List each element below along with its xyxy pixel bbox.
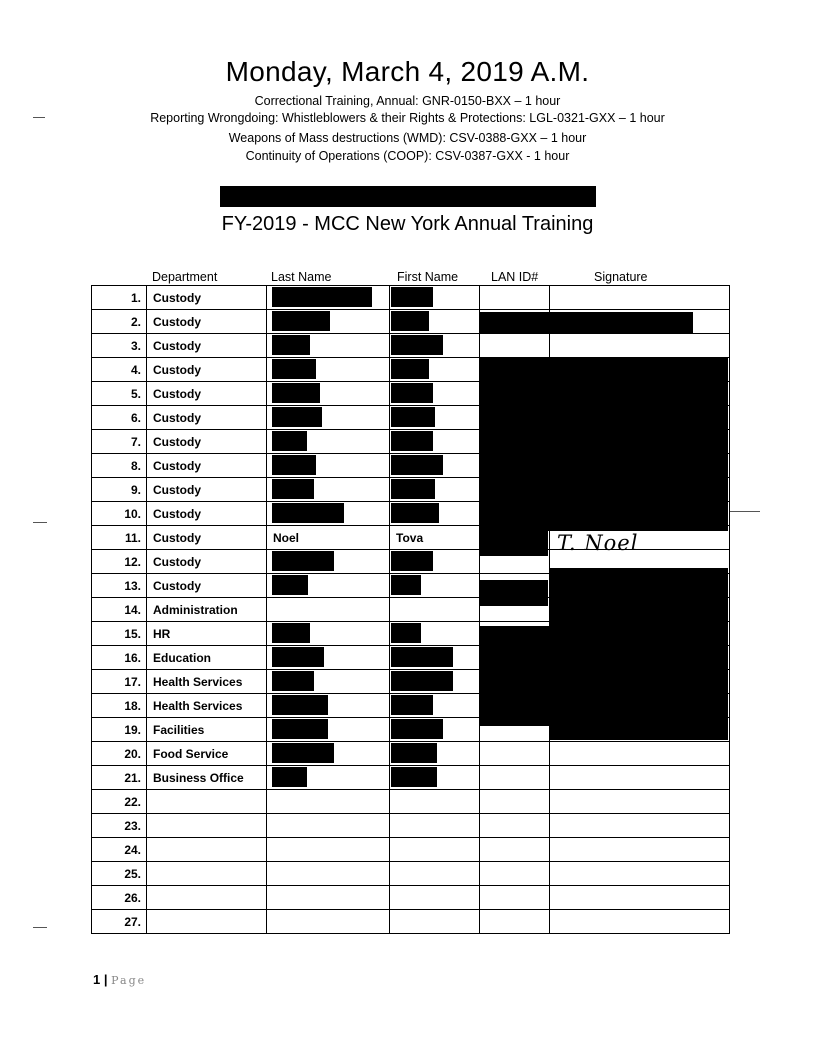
redaction-block (272, 287, 372, 307)
first-name-cell (390, 814, 480, 838)
first-name-cell (390, 334, 480, 358)
last-name-cell (267, 286, 390, 310)
col-header-last-name: Last Name (271, 270, 332, 284)
row-number: 19. (92, 718, 147, 742)
footer-separator: | (103, 972, 108, 987)
course-line-4: Continuity of Operations (COOP): CSV-0387-GXX - 1 hour (245, 149, 570, 163)
col-header-signature: Signature (594, 270, 648, 284)
redaction-block (272, 575, 308, 595)
signature-cell (550, 814, 730, 838)
redaction-block (391, 335, 443, 355)
department-cell: Custody (147, 310, 267, 334)
first-name-cell (390, 862, 480, 886)
last-name-cell (267, 862, 390, 886)
table-row (92, 838, 730, 862)
last-name-cell (267, 430, 390, 454)
redaction-block (272, 647, 324, 667)
redaction-block (479, 531, 548, 556)
last-name-cell (267, 790, 390, 814)
table-row (92, 286, 730, 310)
department-cell: Custody (147, 382, 267, 406)
first-name-cell (390, 454, 480, 478)
last-name-cell (267, 718, 390, 742)
first-name-cell (390, 574, 480, 598)
first-name-cell (390, 670, 480, 694)
row-number: 25. (92, 862, 147, 886)
last-name-cell (267, 886, 390, 910)
department-cell: Custody (147, 430, 267, 454)
department-cell: Food Service (147, 742, 267, 766)
redaction-block (272, 695, 328, 715)
lan-id-cell (480, 886, 550, 910)
row-number: 20. (92, 742, 147, 766)
redaction-block (391, 359, 429, 379)
department-cell: Custody (147, 334, 267, 358)
table-row (92, 742, 730, 766)
last-name-cell (267, 646, 390, 670)
row-number: 12. (92, 550, 147, 574)
lan-id-cell (480, 334, 550, 358)
redaction-block (391, 575, 421, 595)
last-name-cell (267, 694, 390, 718)
redaction-block (272, 551, 334, 571)
redaction-block (272, 383, 320, 403)
redaction-block (479, 626, 549, 726)
last-name-cell (267, 622, 390, 646)
last-name-cell (267, 358, 390, 382)
row-number: 6. (92, 406, 147, 430)
signature-cell (550, 766, 730, 790)
scan-mark (730, 511, 760, 512)
redaction-block (272, 671, 314, 691)
last-name-cell (267, 742, 390, 766)
redaction-block (272, 407, 322, 427)
last-name-cell (267, 334, 390, 358)
row-number: 8. (92, 454, 147, 478)
row-number: 22. (92, 790, 147, 814)
lan-id-cell (480, 286, 550, 310)
redaction-block (479, 358, 728, 531)
department-cell: Business Office (147, 766, 267, 790)
redaction-bar (220, 186, 596, 207)
scan-mark (33, 522, 47, 523)
lan-id-cell (480, 766, 550, 790)
department-cell: Custody (147, 286, 267, 310)
row-number: 15. (92, 622, 147, 646)
department-cell (147, 790, 267, 814)
redaction-block (272, 359, 316, 379)
row-number: 18. (92, 694, 147, 718)
course-line-1: Correctional Training, Annual: GNR-0150-BXX – 1 hour (254, 94, 561, 108)
last-name-cell (267, 502, 390, 526)
row-number: 16. (92, 646, 147, 670)
row-number: 11. (92, 526, 147, 550)
first-name-cell (390, 622, 480, 646)
signature-cell (550, 838, 730, 862)
last-name-cell (267, 478, 390, 502)
last-name-cell: Noel (267, 526, 390, 550)
redaction-block (391, 455, 443, 475)
redaction-block (391, 311, 429, 331)
course-line-3: Weapons of Mass destructions (WMD): CSV-0388-GXX – 1 hour (228, 131, 587, 145)
redaction-block (272, 455, 316, 475)
first-name-cell (390, 286, 480, 310)
lan-id-cell (480, 742, 550, 766)
department-cell: Education (147, 646, 267, 670)
row-number: 1. (92, 286, 147, 310)
col-header-first-name: First Name (397, 270, 459, 284)
department-cell: Facilities (147, 718, 267, 742)
first-name-cell (390, 382, 480, 406)
first-name-cell: Tova (390, 526, 480, 550)
last-name-cell (267, 814, 390, 838)
col-header-department: Department (152, 270, 218, 284)
redaction-block (391, 431, 433, 451)
signature-cell (550, 910, 730, 934)
redaction-block (391, 287, 433, 307)
first-name-cell (390, 502, 480, 526)
department-cell: Custody (147, 526, 267, 550)
last-name-cell (267, 382, 390, 406)
row-number: 13. (92, 574, 147, 598)
first-name-cell (390, 886, 480, 910)
row-number: 26. (92, 886, 147, 910)
first-name-cell (390, 790, 480, 814)
last-name-cell (267, 406, 390, 430)
first-name-cell (390, 694, 480, 718)
department-cell (147, 838, 267, 862)
row-number: 27. (92, 910, 147, 934)
first-name-cell (390, 358, 480, 382)
first-name-cell (390, 550, 480, 574)
redaction-block (391, 623, 421, 643)
redaction-block (549, 568, 728, 740)
redaction-block (272, 311, 330, 331)
signature-cell (550, 862, 730, 886)
redaction-block (272, 623, 310, 643)
department-cell (147, 910, 267, 934)
first-name-cell (390, 310, 480, 334)
first-name-cell (390, 430, 480, 454)
table-row (92, 886, 730, 910)
lan-id-cell (480, 790, 550, 814)
last-name-cell (267, 574, 390, 598)
redaction-block (391, 767, 437, 787)
lan-id-cell (480, 862, 550, 886)
redaction-block (391, 503, 439, 523)
last-name-cell (267, 766, 390, 790)
lan-id-cell (480, 910, 550, 934)
first-name-cell (390, 718, 480, 742)
last-name-cell (267, 670, 390, 694)
lan-id-cell (480, 814, 550, 838)
row-number: 24. (92, 838, 147, 862)
row-number: 21. (92, 766, 147, 790)
redaction-block (391, 479, 435, 499)
first-name-cell (390, 406, 480, 430)
signature-cell (550, 742, 730, 766)
department-cell: Custody (147, 550, 267, 574)
department-cell: Custody (147, 502, 267, 526)
table-row (92, 790, 730, 814)
department-cell: Custody (147, 406, 267, 430)
handwritten-signature: T. Noel (557, 531, 639, 555)
last-name-cell (267, 598, 390, 622)
row-number: 14. (92, 598, 147, 622)
department-cell: HR (147, 622, 267, 646)
department-cell: Administration (147, 598, 267, 622)
scan-mark (33, 117, 45, 118)
first-name-cell (390, 646, 480, 670)
signature-cell (550, 886, 730, 910)
department-cell (147, 814, 267, 838)
row-number: 10. (92, 502, 147, 526)
row-number: 4. (92, 358, 147, 382)
last-name-cell (267, 838, 390, 862)
redaction-block (272, 503, 344, 523)
page-number: 1 (93, 972, 101, 987)
department-cell: Health Services (147, 694, 267, 718)
last-name-cell (267, 550, 390, 574)
redaction-block (479, 312, 693, 334)
redaction-block (391, 743, 437, 763)
first-name-cell (390, 910, 480, 934)
table-row (92, 862, 730, 886)
page-title: Monday, March 4, 2019 A.M. (225, 56, 590, 87)
signature-cell (550, 790, 730, 814)
department-cell (147, 886, 267, 910)
redaction-block (272, 431, 307, 451)
row-number: 9. (92, 478, 147, 502)
department-cell: Custody (147, 454, 267, 478)
first-name-cell (390, 478, 480, 502)
row-number: 3. (92, 334, 147, 358)
department-cell: Custody (147, 358, 267, 382)
department-cell: Custody (147, 574, 267, 598)
last-name-cell (267, 454, 390, 478)
row-number: 2. (92, 310, 147, 334)
table-row (92, 766, 730, 790)
page-footer (93, 972, 146, 987)
table-row (92, 814, 730, 838)
row-number: 23. (92, 814, 147, 838)
last-name-cell (267, 910, 390, 934)
redaction-block (272, 767, 307, 787)
department-cell: Custody (147, 478, 267, 502)
redaction-block (479, 580, 548, 606)
signature-cell (550, 334, 730, 358)
redaction-block (391, 671, 453, 691)
redaction-block (391, 551, 433, 571)
redaction-block (272, 743, 334, 763)
department-cell (147, 862, 267, 886)
first-name-cell (390, 766, 480, 790)
first-name-cell (390, 742, 480, 766)
page-label: Page (111, 974, 147, 987)
department-cell: Health Services (147, 670, 267, 694)
first-name-cell (390, 838, 480, 862)
redaction-block (391, 719, 443, 739)
first-name-cell (390, 598, 480, 622)
signature-cell (550, 286, 730, 310)
redaction-block (391, 647, 453, 667)
redaction-block (272, 719, 328, 739)
table-row (92, 910, 730, 934)
redaction-block (391, 407, 435, 427)
last-name-cell (267, 310, 390, 334)
redaction-block (391, 695, 433, 715)
redaction-block (391, 383, 433, 403)
table-row (92, 334, 730, 358)
redaction-block (272, 335, 310, 355)
col-header-lan-id: LAN ID# (491, 270, 539, 284)
lan-id-cell (480, 838, 550, 862)
row-number: 5. (92, 382, 147, 406)
course-line-2: Reporting Wrongdoing: Whistleblowers & their Rights & Protections: LGL-0321-GXX – 1 hour (150, 111, 665, 125)
training-subtitle: FY-2019 - MCC New York Annual Training (221, 213, 594, 235)
redaction-block (272, 479, 314, 499)
scan-mark (33, 927, 47, 928)
row-number: 7. (92, 430, 147, 454)
row-number: 17. (92, 670, 147, 694)
